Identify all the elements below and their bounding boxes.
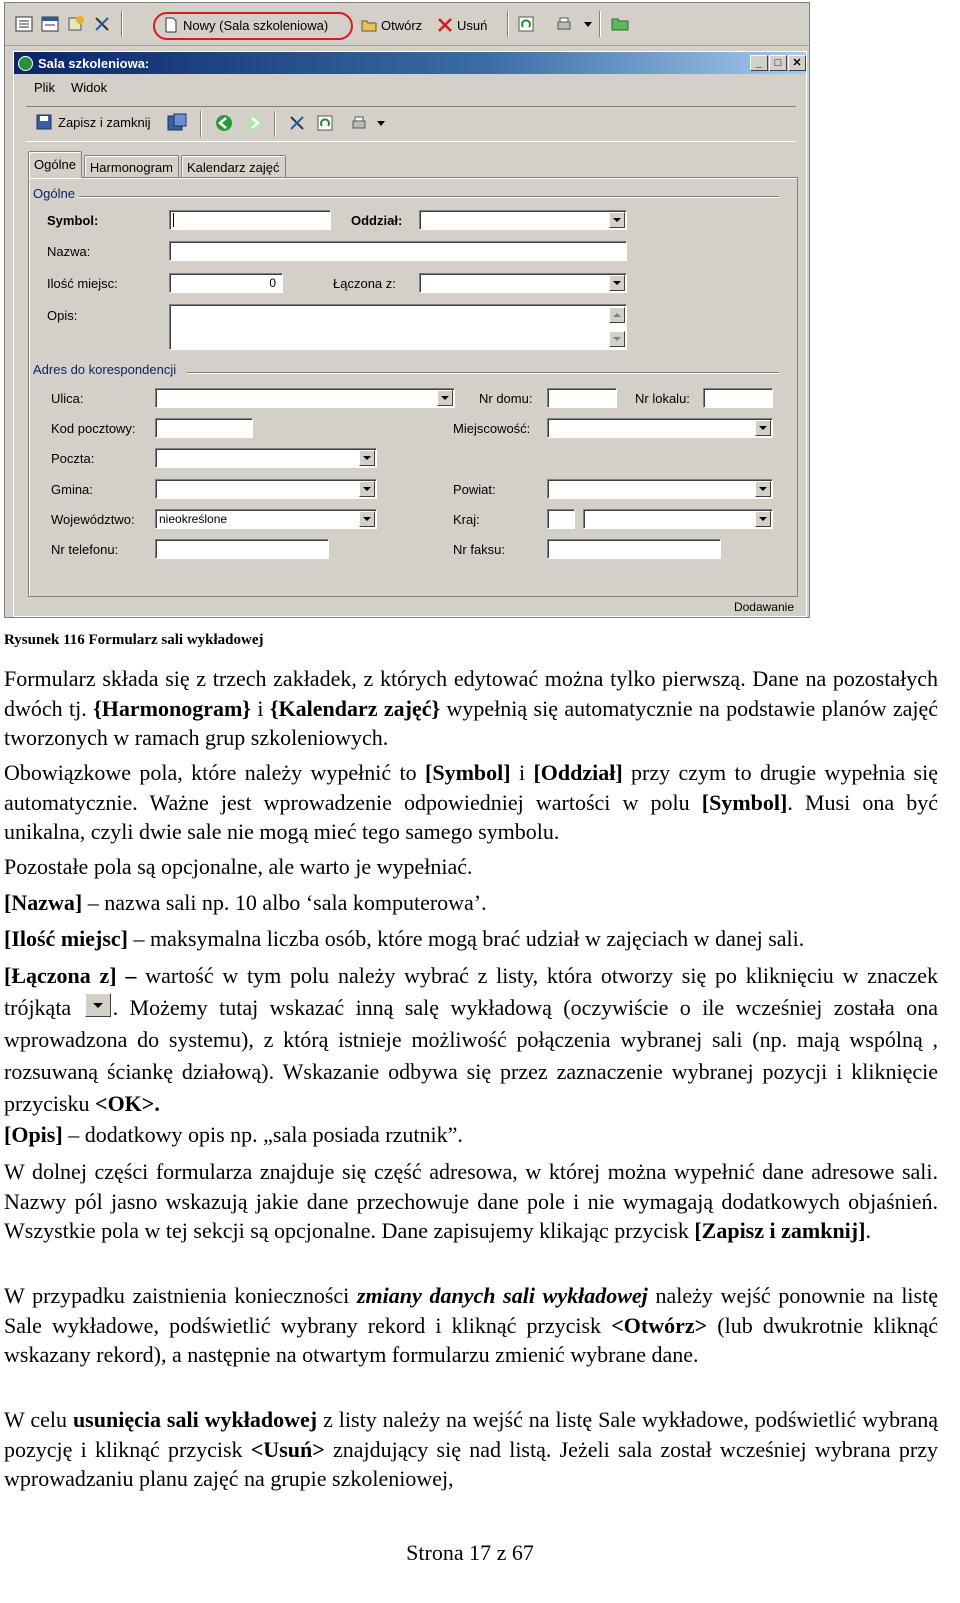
refresh-icon[interactable] xyxy=(316,114,334,132)
wojewodztwo-label: Województwo: xyxy=(51,512,135,527)
ulica-select[interactable] xyxy=(155,388,455,408)
main-toolbar xyxy=(5,3,809,46)
delete-x-icon xyxy=(437,17,453,33)
text-run: z listy należy na wejść na listę Sale wykładowe, podświetlić wybraną pozycję i kliknąć przycisk xyxy=(4,1407,938,1462)
opis-textarea[interactable] xyxy=(169,304,627,350)
save-disk-icon xyxy=(36,114,52,130)
paragraph-5 xyxy=(4,924,938,954)
figure-caption: Rysunek 116 Formularz sali wykładowej xyxy=(4,632,264,648)
ilosc-miejsc-label: Ilość miejsc: xyxy=(47,276,118,291)
refresh-icon[interactable] xyxy=(517,15,535,33)
save-and-close-label: Zapisz i zamknij xyxy=(58,114,151,130)
bold-term: [Opis] xyxy=(4,1122,63,1147)
text-run: należy wejść ponownie na listę Sale wykładowe, podświetlić wybrany rekord i kliknąć przycisk xyxy=(4,1283,938,1338)
text-cursor xyxy=(173,213,174,227)
symbol-input[interactable] xyxy=(169,210,331,230)
ilosc-miejsc-input[interactable] xyxy=(169,273,283,293)
nr-faksu-input[interactable] xyxy=(547,539,721,559)
paragraph-4 xyxy=(4,888,938,918)
highlight-oval xyxy=(153,12,353,40)
dropdown-arrow-icon[interactable] xyxy=(609,212,625,228)
powiat-label: Powiat: xyxy=(453,482,496,497)
bold-term: usunięcia sali wykładowej xyxy=(72,1407,318,1432)
text-run: Formularz składa się z trzech zakładek, z których edytować można tylko pierwszą. Dane na pozostałych dwóch tj. xyxy=(4,666,938,721)
text-run: . xyxy=(865,1218,871,1243)
tab-label: Ogólne xyxy=(34,157,76,172)
text-run: W dolnej części formularza znajduje się część adresowa, w której można wypełnić dane adresowe sali. Nazwy pól jasno wskazują jakie dane przechowuje dane pole i nie wymagają dodatkowych objaśnień. Wszystkie pola w tej sekcji są opcjonalne. Dane zapisujemy klikając przycisk xyxy=(4,1159,938,1243)
status-bar-text: Dodawanie xyxy=(733,600,794,614)
kod-pocztowy-input[interactable] xyxy=(155,418,253,438)
application-screenshot xyxy=(4,2,810,618)
delete-button[interactable] xyxy=(437,14,487,36)
text-run: – nazwa sali np. 10 albo ‘sala komputerowa’. xyxy=(82,890,487,915)
dropdown-arrow-icon[interactable] xyxy=(359,481,375,497)
dropdown-arrow-icon[interactable] xyxy=(755,481,771,497)
toolbar-separator xyxy=(599,11,601,37)
paragraph-1 xyxy=(4,664,938,753)
tools-icon[interactable] xyxy=(93,15,111,33)
laczona-label: Łączona z: xyxy=(333,276,396,291)
print-icon[interactable] xyxy=(555,15,573,33)
menu-widok[interactable]: Widok xyxy=(70,79,108,95)
paragraph-8 xyxy=(4,1157,938,1246)
group-general-label: Ogólne xyxy=(33,186,79,201)
open-button-label: Otwórz xyxy=(381,17,423,33)
group-address-label: Adres do korespondencji xyxy=(33,362,180,377)
text-run: i xyxy=(250,695,270,721)
nr-faksu-label: Nr faksu: xyxy=(453,542,506,557)
kraj-label: Kraj: xyxy=(453,512,480,527)
chevron-down-icon[interactable] xyxy=(583,15,593,33)
form-view-icon[interactable] xyxy=(41,15,59,33)
list-view-icon[interactable] xyxy=(15,15,33,33)
oddzial-label: Oddział: xyxy=(351,213,403,228)
bold-term: [Symbol] xyxy=(701,789,788,815)
print-icon[interactable] xyxy=(350,114,368,132)
tools-icon[interactable] xyxy=(288,114,306,132)
paragraph-7 xyxy=(4,1120,938,1150)
oddzial-select[interactable] xyxy=(419,210,627,230)
tab-kalendarz[interactable] xyxy=(181,155,286,178)
bold-term: {Kalendarz zajęć} xyxy=(269,695,441,721)
forward-arrow-icon[interactable] xyxy=(244,113,264,133)
text-run: wypełnią się automatycznie na podstawie planów zajęć tworzonych w ramach grup szkoleniowych. xyxy=(4,695,938,750)
toolbar-separator xyxy=(274,111,276,137)
text-run: . Możemy tutaj wskazać inną salę wykładową (oczywiście o ile wcześniej została ona wprowadzona do systemu), z którą istnieje możliwość połączenia wybranej sali (np. mają wspólną , rozsuwaną ściankę działową). Wskazanie odbywa się przez zaznaczenie wybranej pozycji i kliknięcie przycisku xyxy=(4,995,938,1116)
chevron-down-icon[interactable] xyxy=(376,114,386,132)
toolbar-separator xyxy=(200,111,202,137)
kraj-select[interactable] xyxy=(583,509,773,529)
open-folder-icon xyxy=(361,17,377,33)
bold-term: [Zapisz i zamknij] xyxy=(694,1218,866,1243)
window-app-icon xyxy=(18,56,33,71)
laczona-select[interactable] xyxy=(419,273,627,293)
gmina-select[interactable] xyxy=(155,479,377,499)
miejscowosc-select[interactable] xyxy=(547,418,773,438)
miejscowosc-label: Miejscowość: xyxy=(453,421,531,436)
group-divider xyxy=(187,372,779,374)
folder-icon[interactable] xyxy=(611,15,629,33)
tab-panel-general xyxy=(28,177,798,597)
kraj-code-input[interactable] xyxy=(547,509,575,529)
bold-term: [Ilość miejsc] xyxy=(4,926,129,951)
save-icon[interactable] xyxy=(166,113,188,133)
powiat-select[interactable] xyxy=(547,479,773,499)
nr-lokalu-label: Nr lokalu: xyxy=(635,391,690,406)
maximize-icon: □ xyxy=(774,56,782,69)
paragraph-3: Pozostałe pola są opcjonalne, ale warto je wypełniać. xyxy=(4,854,473,879)
toolbar-separator xyxy=(121,11,123,37)
page-number: Strona 17 z 67 xyxy=(406,1540,534,1565)
nr-domu-label: Nr domu: xyxy=(479,391,533,406)
poczta-select[interactable] xyxy=(155,448,377,468)
text-run: i xyxy=(510,760,534,785)
delete-button-label: Usuń xyxy=(457,17,488,33)
bold-term: [Oddział] xyxy=(533,760,623,785)
bold-term: <OK>. xyxy=(95,1091,160,1116)
dropdown-arrow-icon[interactable] xyxy=(609,275,625,291)
dropdown-arrow-icon[interactable] xyxy=(437,390,453,406)
wojewodztwo-value: nieokreślone xyxy=(159,512,228,526)
form-window xyxy=(13,51,807,617)
text-run: . Musi ona być unikalna, czyli dwie sale nie mogą mieć tego samego symbolu. xyxy=(4,789,939,844)
tab-label: Kalendarz zajęć xyxy=(187,159,280,175)
nazwa-input[interactable] xyxy=(169,241,627,261)
nazwa-label: Nazwa: xyxy=(47,244,91,259)
window-titlebar xyxy=(14,52,806,74)
minimize-button[interactable] xyxy=(750,55,768,71)
text-run: wartość w tym polu należy wybrać z listy, która otworzy się po kliknięciu w znaczek trójkąta xyxy=(4,963,939,1020)
ulica-label: Ulica: xyxy=(51,391,84,406)
text-run: (lub dwukrotnie kliknąć wskazany rekord), a następnie na otwartym formularzu zmienić wybrane dane. xyxy=(4,1312,938,1367)
grid-settings-icon[interactable] xyxy=(67,15,85,33)
dropdown-arrow-icon[interactable] xyxy=(359,511,375,527)
window-title: Sala szkoleniowa: xyxy=(38,55,150,71)
ilosc-miejsc-value: 0 xyxy=(269,276,276,290)
nr-telefonu-label: Nr telefonu: xyxy=(51,542,119,557)
paragraph-9 xyxy=(4,1281,938,1370)
paragraph-6 xyxy=(4,960,938,1120)
tab-harmonogram[interactable] xyxy=(84,155,179,178)
bold-term: {Harmonogram} xyxy=(93,695,251,721)
dropdown-arrow-icon[interactable] xyxy=(755,511,771,527)
close-button[interactable] xyxy=(788,55,806,71)
text-run: przy czym to drugie wypełnia się automatycznie. Ważne jest wprowadzenie odpowiedniej wartości w polu xyxy=(4,760,938,815)
text-run: W przypadku zaistnienia konieczności xyxy=(4,1283,357,1308)
opis-label: Opis: xyxy=(47,308,78,323)
menu-bar xyxy=(14,76,806,98)
open-button[interactable] xyxy=(361,14,422,36)
bold-term: <Usuń> xyxy=(250,1436,325,1462)
form-toolbar xyxy=(26,106,796,142)
poczta-label: Poczta: xyxy=(51,451,95,466)
nr-lokalu-input[interactable] xyxy=(703,388,773,408)
back-arrow-icon[interactable] xyxy=(214,113,234,133)
bold-term: [Łączona z] – xyxy=(4,963,137,988)
tab-strip xyxy=(28,152,288,178)
tab-label: Harmonogram xyxy=(89,159,174,175)
bold-italic-term: zmiany danych sali wykładowej xyxy=(356,1283,648,1308)
nr-domu-input[interactable] xyxy=(547,388,617,408)
close-icon: ✕ xyxy=(792,56,802,69)
save-and-close-button[interactable] xyxy=(36,114,150,130)
kod-pocztowy-label: Kod pocztowy: xyxy=(51,421,136,436)
wojewodztwo-select[interactable] xyxy=(155,509,377,529)
bold-term: [Nazwa] xyxy=(4,890,83,915)
dropdown-triangle-icon xyxy=(85,993,111,1017)
paragraph-2 xyxy=(4,758,938,847)
tab-ogolne[interactable] xyxy=(28,151,82,178)
new-button-label: Nowy (Sala szkoleniowa) xyxy=(183,17,329,33)
paragraph-10 xyxy=(4,1405,938,1494)
scroll-up-icon[interactable] xyxy=(609,307,625,323)
text-run: – dodatkowy opis np. „sala posiada rzutnik”. xyxy=(62,1122,463,1147)
group-divider xyxy=(79,196,779,198)
text-run: Obowiązkowe pola, które należy wypełnić to xyxy=(4,760,426,785)
scroll-down-icon[interactable] xyxy=(609,331,625,347)
symbol-label: Symbol: xyxy=(47,213,99,228)
nr-telefonu-input[interactable] xyxy=(155,539,329,559)
dropdown-arrow-icon[interactable] xyxy=(755,420,771,436)
text-run: znajdujący się nad listą. Jeżeli sala został wcześniej wybrana przy wprowadzaniu planu zajęć na grupie szkoleniowej, xyxy=(4,1436,938,1491)
text-run: W celu xyxy=(4,1407,73,1432)
maximize-button[interactable] xyxy=(769,55,787,71)
bold-term: [Symbol] xyxy=(425,760,511,785)
bold-term: <Otwórz> xyxy=(611,1312,708,1338)
dropdown-arrow-icon[interactable] xyxy=(359,450,375,466)
toolbar-separator xyxy=(507,11,509,37)
minimize-icon: _ xyxy=(755,56,763,69)
menu-plik[interactable]: Plik xyxy=(34,79,55,95)
gmina-label: Gmina: xyxy=(51,482,93,497)
text-run: – maksymalna liczba osób, które mogą brać udział w zajęciach w danej sali. xyxy=(128,926,805,951)
